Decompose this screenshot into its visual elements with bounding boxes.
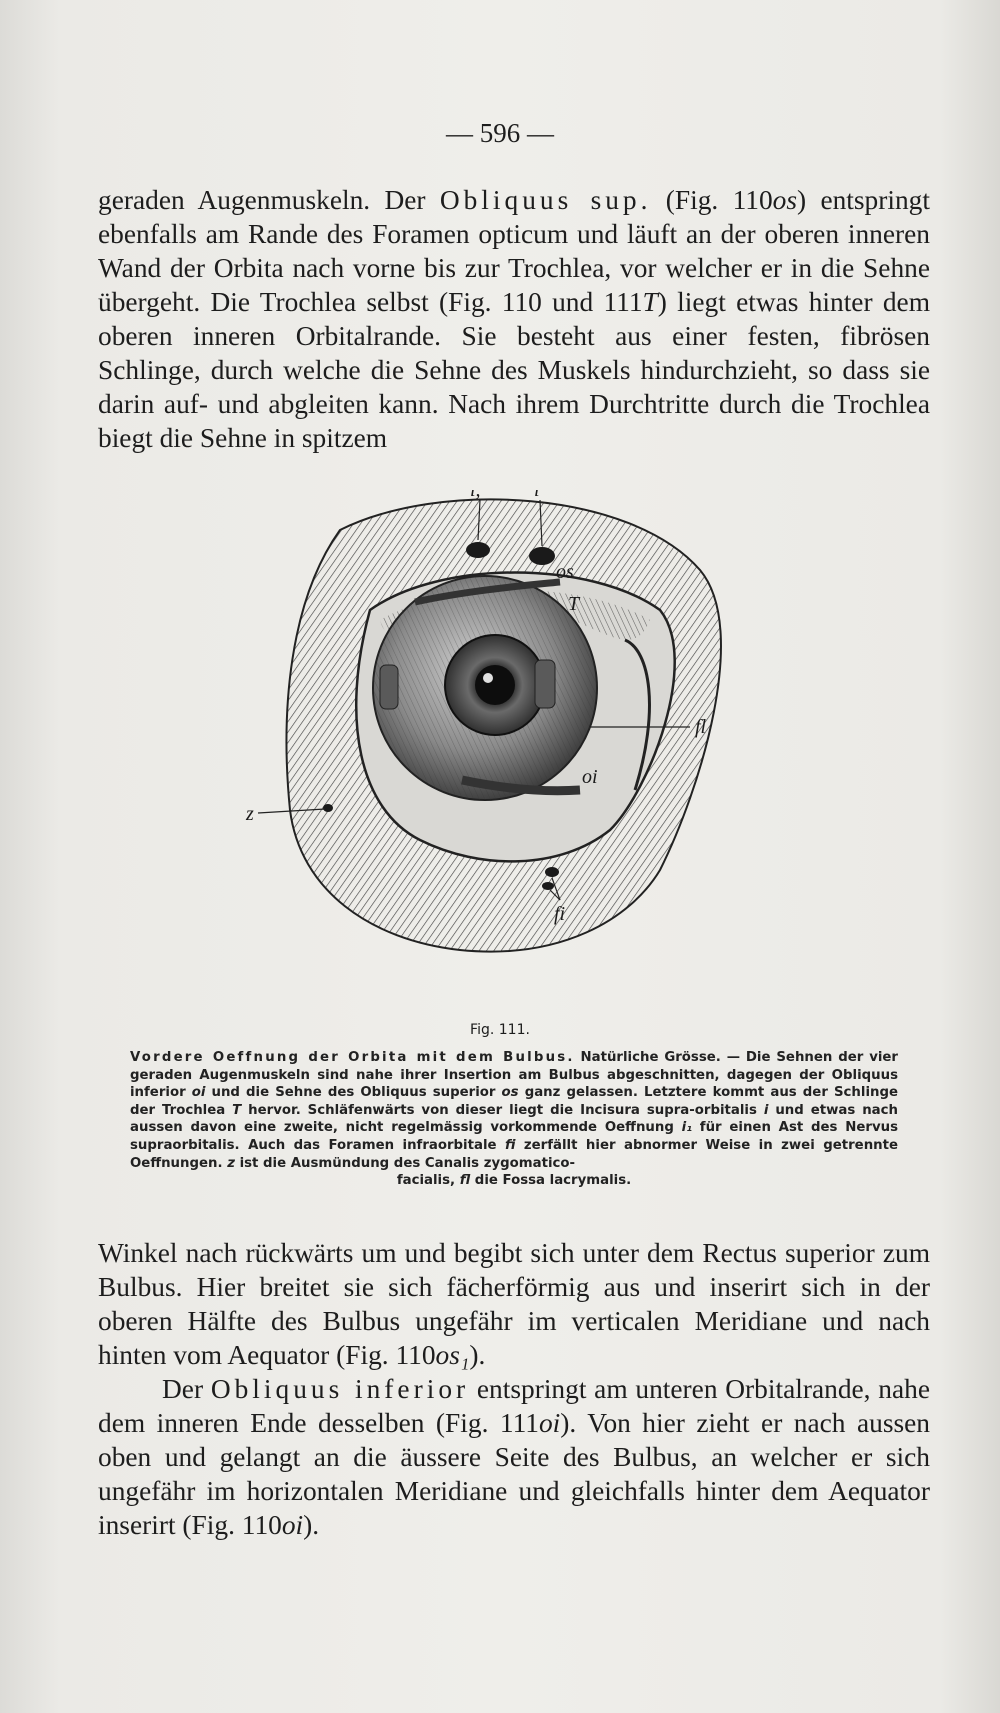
caption-run: und die Sehne des Obliquus superior <box>205 1085 502 1101</box>
paragraph <box>98 1236 930 1372</box>
label-z: z <box>246 803 254 825</box>
text-run: entspringt am unteren Orbitalrande, nahe dem inneren Ende desselben (Fig. 111 <box>98 1374 930 1438</box>
text-run: Der <box>162 1374 211 1404</box>
caption-ref-os: os <box>501 1085 519 1101</box>
text-run: (Fig. 110 <box>651 185 773 215</box>
figure-111-illustration <box>230 490 790 1010</box>
caption-ref-i1: i₁ <box>681 1120 693 1136</box>
fig-ref-os: os <box>772 185 798 215</box>
text-run: ) liegt etwas hinter dem oberen inneren Orbitalrande. Sie besteht aus einer festen, fibrösen Schlinge, durch welche die Sehne des Muskels hindurchzieht, so dass sie darin auf- und abgleiten kann. Nach ihrem Durchtritte durch die Trochlea biegt die Sehne in spitzem <box>98 287 930 453</box>
caption-ref-T: T <box>232 1102 242 1118</box>
fig-ref-oi: oi <box>538 1408 561 1438</box>
paragraph <box>98 183 930 455</box>
label-i1: i, <box>470 490 481 501</box>
label-i: i <box>534 490 540 501</box>
text-run: Winkel nach rückwärts um und begibt sich unter dem Rectus superior zum Bulbus. Hier breitet sie sich fächerförmig aus und inserirt sich in der oberen Hälfte des Bulbus ungefähr im verticalen Meridiane und nach hinten vom Aequator (Fig. 110 <box>98 1238 930 1370</box>
caption-run: und etwas nach aussen davon eine zweite, nicht regelmässig vorkommende Oeffnung <box>130 1102 898 1136</box>
caption-run: Natürliche Grösse. — Die Sehnen der vier geraden Augenmuskeln sind nahe ihrer Insertion am Bulbus abgeschnitten, dagegen der Obliquus inferior <box>130 1050 898 1101</box>
text-run: ). <box>469 1340 486 1370</box>
caption-run: Vordere Oeffnung der Orbita mit dem Bulbus. <box>130 1050 575 1065</box>
caption-ref-oi: oi <box>191 1085 206 1101</box>
caption-run: hervor. Schläfenwärts von dieser liegt die Incisura supra-orbitalis <box>241 1102 764 1118</box>
text-run: ) entspringt ebenfalls am Rande des Foramen opticum und läuft an der oberen inneren Wand der Orbita nach vorne bis zur Trochlea, vor welcher er in die Sehne übergeht. Die Trochlea selbst (Fig. 110 und 111 <box>98 185 930 317</box>
caption-run: die Fossa lacrymalis. <box>470 1173 632 1189</box>
figure-caption <box>130 1049 898 1190</box>
text-run: ). <box>303 1510 320 1540</box>
orbit-engraving <box>230 490 790 1010</box>
caption-run: facialis, <box>396 1173 460 1189</box>
caption-ref-z: z <box>227 1155 235 1171</box>
figure-label: Fig. 111. <box>470 1022 530 1038</box>
label-os: os <box>556 561 574 583</box>
caption-run: ganz gelassen. Letztere kommt aus der Schlinge der Trochlea <box>130 1085 899 1118</box>
paragraph <box>98 1372 930 1542</box>
caption-run: zerfällt hier abnormer Weise in zwei getrennte Oeffnungen. <box>130 1137 898 1171</box>
label-oi: oi <box>582 766 598 788</box>
body-text-top <box>98 183 930 455</box>
caption-ref-i: i <box>763 1102 769 1118</box>
term-obliquus-inf: Obliquus inferior <box>210 1374 470 1404</box>
caption-run: für einen Ast des Nervus supraorbitalis. Auch das Foramen infraorbitale <box>130 1120 898 1153</box>
fig-ref-oi: oi <box>281 1510 304 1540</box>
caption-ref-fi: fi <box>504 1137 516 1153</box>
label-fl: fl <box>695 716 707 738</box>
label-T: T <box>568 593 580 615</box>
fig-ref-os1: os₁ <box>435 1340 470 1370</box>
page-number: — 596 — <box>446 118 554 148</box>
fig-ref-T: T <box>642 287 658 317</box>
body-text-bottom <box>98 1236 930 1542</box>
text-run: ). Von hier zieht er nach aussen oben und gelangt an die äussere Seite des Bulbus, an welcher er sich ungefähr im horizontalen Meridiane und gleichfalls hinter dem Aequator inserirt (Fig. 110 <box>98 1408 930 1540</box>
caption-ref-fl: fl <box>459 1173 471 1189</box>
term-obliquus-sup: Obliquus sup. <box>439 185 652 215</box>
text-run: geraden Augenmuskeln. Der <box>98 185 440 215</box>
caption-run: ist die Ausmündung des Canalis zygomatico- <box>234 1155 576 1171</box>
label-fi: fi <box>554 903 566 925</box>
